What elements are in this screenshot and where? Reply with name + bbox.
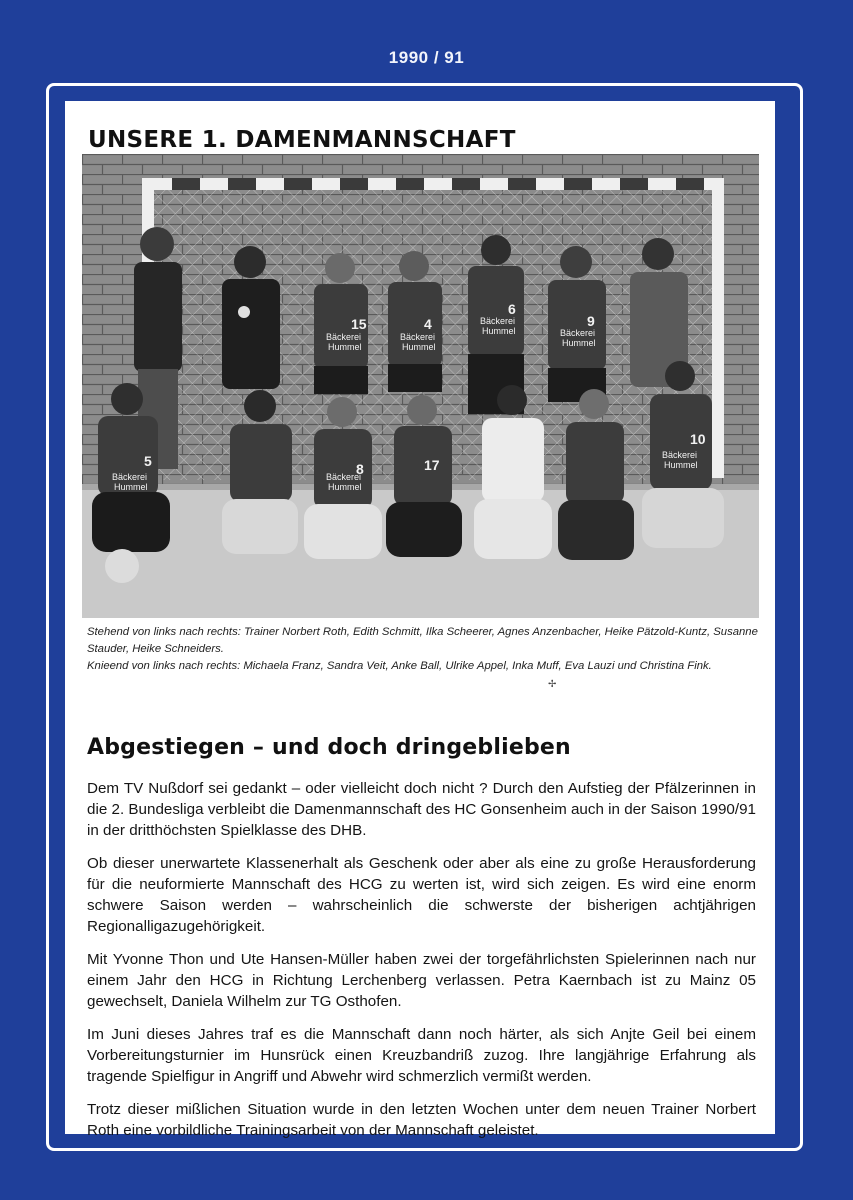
team-photo-image (82, 154, 759, 618)
article-paragraph: Dem TV Nußdorf sei gedankt – oder vielleicht doch nicht ? Durch den Aufstieg der Pfälzerinnen in die 2. Bundesliga verbleibt die Damenmannschaft des HC Gonsenheim auch in der Saison 1990/91 in der dritthöchsten Spielklasse des DHB. (87, 780, 756, 839)
photo-caption (87, 624, 763, 675)
season-label: 1990 / 91 (388, 48, 465, 67)
jersey-sponsor: Hummel (328, 342, 362, 352)
jersey-sponsor: Hummel (664, 460, 698, 470)
jersey-sponsor: Bäckerei (326, 472, 362, 482)
jersey-sponsor: Hummel (402, 342, 436, 352)
jersey-number: 10 (690, 431, 706, 447)
article-title: Abgestiegen – und doch dringeblieben (87, 735, 571, 760)
jersey-sponsor: Bäckerei (400, 332, 436, 342)
jersey-sponsor: Bäckerei (480, 316, 516, 326)
section-heading: UNSERE 1. DAMENMANNSCHAFT (88, 127, 516, 153)
jersey-sponsor: Hummel (562, 338, 596, 348)
jersey-number: 9 (587, 313, 595, 329)
jersey-number: 15 (351, 316, 367, 332)
caption-standing: Stehend von links nach rechts: Trainer Norbert Roth, Edith Schmitt, Ilka Scheerer, Agnes Anzenbacher, Heike Pätzold-Kuntz, Susanne Stauder, Heike Schneiders. (87, 626, 758, 655)
article-paragraph: Trotz dieser mißlichen Situation wurde in den letzten Wochen unter dem neuen Trainer Norbert Roth eine vorbildliche Trainingsarbeit von der Mannschaft geleistet. (87, 1101, 756, 1139)
jersey-sponsor: Bäckerei (112, 472, 148, 482)
jersey-number: 17 (424, 457, 440, 473)
jersey-sponsor: Hummel (328, 482, 362, 492)
jersey-number: 5 (144, 453, 152, 469)
ornament-mark: ✢ (548, 679, 557, 690)
jersey-number: 8 (356, 461, 364, 477)
caption-kneeling: Knieend von links nach rechts: Michaela Franz, Sandra Veit, Anke Ball, Ulrike Appel, Inka Muff, Eva Lauzi und Christina Fink. (87, 660, 712, 672)
jersey-number: 6 (508, 301, 516, 317)
jersey-sponsor: Hummel (114, 482, 148, 492)
article-body (87, 778, 756, 1153)
document-page (65, 101, 775, 1139)
jersey-sponsor: Bäckerei (560, 328, 596, 338)
article-paragraph: Ob dieser unerwartete Klassenerhalt als Geschenk oder aber als eine zu große Herausforderung für die neuformierte Mannschaft des HCG zu werten ist, wird sich zeigen. Es wird eine enorm schwere Saison werden – wahrscheinlich die schwerste der bisherigen achtjährigen Regionalligazugehörigkeit. (87, 855, 756, 935)
article-paragraph: Mit Yvonne Thon und Ute Hansen-Müller haben zwei der torgefährlichsten Spielerinnen nach nur einem Jahr den HCG in Richtung Lerchenberg verlassen. Petra Kaernbach ist zu Mainz 05 gewechselt, Daniela Wilhelm zur TG Osthofen. (87, 951, 756, 1010)
team-photo (82, 154, 759, 618)
jersey-number: 4 (424, 316, 432, 332)
article-paragraph: Im Juni dieses Jahres traf es die Mannschaft dann noch härter, als sich Anjte Geil bei einem Vorbereitungsturnier im Hunsrück einen Kreuzbandriß zuzog. Ihre langjährige Erfahrung als tragende Spielfigur in Angriff und Abwehr wird schmerzlich vermißt werden. (87, 1026, 756, 1085)
jersey-sponsor: Hummel (482, 326, 516, 336)
jersey-sponsor: Bäckerei (326, 332, 362, 342)
jersey-sponsor: Bäckerei (662, 450, 698, 460)
